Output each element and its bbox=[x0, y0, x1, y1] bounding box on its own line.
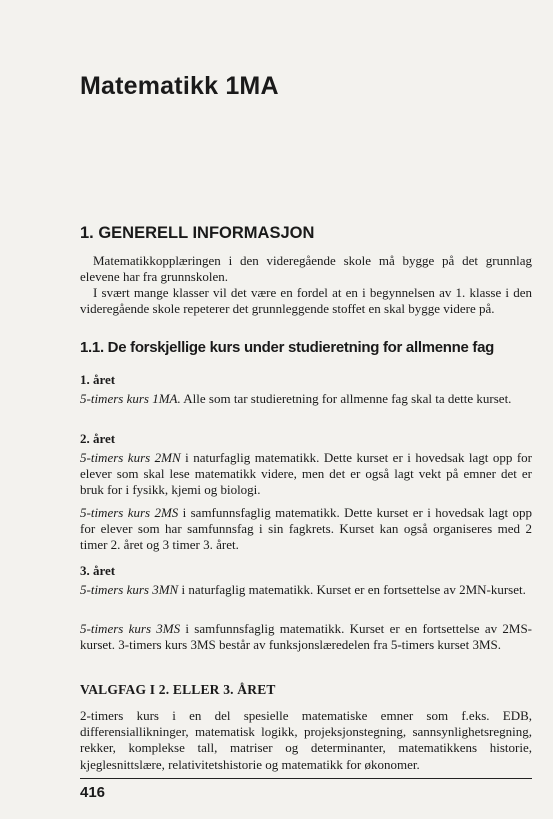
year3-course1-text: i naturfaglig matematikk. Kurset er en fortsettelse av 2MN-kurset. bbox=[178, 582, 526, 597]
page-title: Matematikk 1MA bbox=[80, 72, 279, 100]
year3-heading: 3. året bbox=[80, 563, 116, 578]
year1-heading: 1. året bbox=[80, 372, 116, 387]
year2-course2-text: i samfunnsfaglig matematikk. Dette kurset er i hovedsak lagt opp for elever som har samfunnsfag i sin fagkrets. Kurset kan også organiseres med 2 timer 2. året og 3 timer 3. året. bbox=[80, 505, 533, 553]
year2-course2-paragraph bbox=[80, 505, 532, 554]
year3-course2-paragraph bbox=[80, 621, 532, 653]
year1-course-title: 5-timers kurs 1MA. bbox=[80, 391, 181, 406]
year1-course-text: Alle som tar studieretning for allmenne fag skal ta dette kurset. bbox=[180, 391, 512, 406]
section-heading-kurs: 1.1. De forskjellige kurs under studieretning for allmenne fag bbox=[80, 339, 495, 356]
year2-course2-title: 5-timers kurs 2MS bbox=[80, 505, 179, 520]
page-number: 416 bbox=[80, 784, 106, 801]
year2-course1-title: 5-timers kurs 2MN bbox=[80, 450, 181, 465]
valgfag-paragraph: 2-timers kurs i en del spesielle matematiske emner som f.eks. EDB, differensiallikninger, matematisk logikk, projeksjonstegning, sannsynlighetsregning, rekker, komplekse tall, matriser og determinanter, matematikkens historie, kjeglesnittslære, relativitetshistorie og matematikk for økonomer. bbox=[80, 708, 532, 772]
year3-course2-text: i samfunnsfaglig matematikk. Kurset er en fortsettelse av 2MS-kurset. 3-timers kurs 3MS består av funksjonslæredelen fra 5-timers kurset 3MS. bbox=[80, 621, 533, 653]
section-heading-generell: 1. GENERELL INFORMASJON bbox=[80, 224, 315, 242]
footer-divider bbox=[80, 778, 532, 779]
valgfag-heading: VALGFAG I 2. ELLER 3. ÅRET bbox=[80, 682, 276, 697]
year3-course1-title: 5-timers kurs 3MN bbox=[80, 582, 179, 597]
year2-course1-paragraph bbox=[80, 450, 532, 499]
year2-heading: 2. året bbox=[80, 431, 116, 446]
year3-course2-title: 5-timers kurs 3MS bbox=[80, 621, 181, 636]
paragraph-intro-2: I svært mange klasser vil det være en fordel at en i begynnelsen av 1. klasse i den videregående skole repeterer det grunnleggende stoffet en skal bygge videre på. bbox=[80, 285, 532, 317]
year3-course1-paragraph bbox=[80, 582, 532, 598]
year2-course1-text: i naturfaglig matematikk. Dette kurset er i hovedsak lagt opp for elever som skal lese matematikk videre, men det er også lagt vekt på emner det er bruk for i fysikk, kjemi og biologi. bbox=[80, 450, 533, 498]
year1-course-paragraph bbox=[80, 391, 532, 407]
paragraph-intro-1: Matematikkopplæringen i den videregående skole må bygge på det grunnlag elevene har fra grunnskolen. bbox=[80, 253, 532, 285]
